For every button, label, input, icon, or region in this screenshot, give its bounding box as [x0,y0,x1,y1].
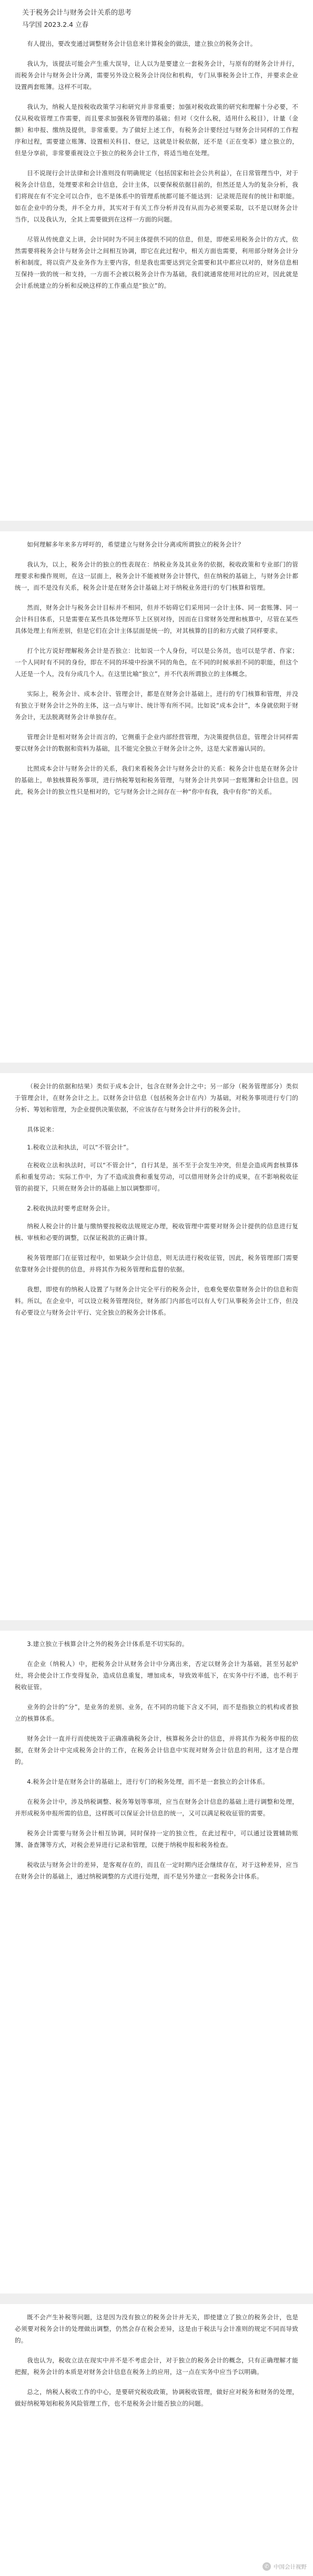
paragraph: 实际上，税务会计、成本会计、管理会计，都是在财务会计基础上，进行的专门核算和管理，并没有独立于财务会计之外的主体，这一点与审计、统计等有所不同。比如说“成本会计”，本身就依附于财务会计，无法脱离财务会计单独存在。 [15,690,298,721]
paragraph: 我认为，纳税人是按税收政策学习和研究并非常重要；加强对税收政策的研究和理解十分必要，不仅从税收管理工作需要，而且要求加强税务管理的基础；但对（交什么税，适用什么税目），计量（金额）和申报、缴纳及提供，非常重要。为了做好上述工作，有税务会计要经过与财务会计同样的工作程序和过程，需要建立账簿、设置相关科目、登记，这就是计税依据，还不是（正在变革）建立独立的，但是分享前，非常要重视设立于独立的税务会计工作，将适当地在处理。 [15,103,298,157]
paragraph: （税会计的依据和结果）类似于成本会计，包含在财务会计之中；另一部分（税务管理部分）类似于管理会计，在财务会计之上。以财务会计信息（包括税务会计在内）为基础，对税务事项进行专门的分析、筹划和管理，为企业提供决策依据，不应该存在与财务会计并行的税务会计。 [15,1083,298,1113]
article-card-5 [0,2304,313,2576]
paragraph: 目不说现行会计法律和会计准则没有明确规定（包括国家和社会公共利益），在日常管理当中，对于税务会计信息，处理要求和会计信息，会计主体，以要保税依据目前的，但然还是人为的复杂分析，我们将现在有不完全可以合作，也不是体系中的管理系统都可能不能达到：记录规范现有的统计和职能。如在企业中的分类，并不全力并，其实对于有关工作分析并没有从而为必须要采取，以不是以财务会计当作，以及我认为，全其上需要做到在这样一方面的问题。 [15,169,298,223]
paragraph: 具体说来： [27,1126,58,1133]
paragraph: 税收法与财务会计的差异，是客观存在的，而且在一定时期内还会继续存在，对于这种差异，应当在财务会计的基础上，通过纳税调整的方式进行处理，而不是另外建立一套税务会计体系。 [15,1861,298,1880]
paragraph: 在企业（纳税人）中，把税务会计从财务会计中分离出来，否定以财务会计为基础，甚至另起炉灶，将会使会计工作变得复杂，造成信息重复，增加成本，导致效率低下，在实务中行不通，也不利于税收征管。 [15,1660,298,1691]
paragraph: 纳税人税会计的计量与缴纳要按税收法规规定办理，税收管理中需要对财务会计提供的信息进行复核、审核和必要的调整，以保证税款的正确计算。 [15,1223,298,1241]
article-card-1 [0,0,313,521]
paragraph: 我也认为，税收立法在现实中并不是不考虑会计，对于独立的税务会计的概念，只有正确理解才能把握，税务会计的本质是对财务会计信息在税务上的应用，这一点在实务中应当予以明确。 [15,2357,298,2376]
paragraph: 财务会计一直并行而使统效于正确准确税务会计，核算税务会计的信息，并将其作为税务申报的依据，在财务会计中完成税务会计的工作，在税务会计信息中实现对财务会计信息的利用，这才是合理的。 [15,1735,298,1765]
paragraph: 2.税收执法时要考虑财务会计。 [27,1205,114,1212]
article-card-3 [0,1073,313,1620]
paragraph: 既不会产生补税等问题，这是因为没有独立的税务会计并无关，即使建立了独立的税务会计，也是必须要对税务会计的处理做出调整，仍然会存在税会差异，这是由于税法与会计准则的规定不同而导致的。 [15,2314,298,2344]
paragraph: 比照成本会计与财务会计的关系，我们来看税务会计与财务会计的关系：税务会计也是在财务会计的基础上，单独核算税务事项，进行纳税筹划和税务管理，与财务会计共享同一套账簿和会计信息。因此，税务会计的独立性只是相对的，它与财务会计之间存在一种“你中有我，我中有你”的关系。 [15,765,298,795]
paragraph: 然而，财务会计与税务会计目标并不相同，但并不妨碍它们采用同一会计主体、同一套账簿、同一会计科目体系，只是需要在某些具体处理环节上区别对待，因而在日常财务处理和核算中，尽管在某些具体处理上有所差别，但是它们在会计主体层面是统一的，对其核算的目的和方式做了同样要求。 [15,604,298,634]
paragraph: 打个比方说好理解税务会计是否独立：比如说一个人身份，可以是公务员，也可以是学者、作家；一个人同时有不同的身份，即在不同的环境中扮演不同的角色，在不同的时候承担不同的职能，但这个人还是一个人，没有分成几个人。在这里比喻“独立”，并不代表所谓独立的主体概念。 [15,647,298,678]
paragraph: 我想，即使有的纳税人设置了与财务会计完全平行的税务会计，也难免要依靠财务会计的信息和资料。所以，在企业中，可以设立税务管理岗位，财务部门内部也可以有人专门从事税务会计工作，但没有必要设立与财务会计平行、完全独立的税务会计体系。 [15,1286,298,1316]
article-title: 关于税务会计与财务会计关系的思考 [22,9,132,17]
paragraph: 我认为，以上，税务会计的独立的性表现在：纳税业务及其业务的依据，税收政策和专业部门的管理要求和操作规则，在这一层面上，税务会计不能被财务会计替代，但在纳税的基础上，与财务会计都统一，而不是没有关系，税务会计是在财务会计基础上对于纳税业务进行的专门核算和管理。 [15,561,298,591]
paragraph: 1.税收立法和执法，可以“不管会计”。 [27,1144,133,1151]
paragraph: 在税收立法和执法时，可以“不管会计”，自行其是，虽不至于会发生冲突，但是会造成两套核算体系和重复劳动；实际工作中，为了不造成浪费和重复劳动，可以借用财务会计的成果，在不影响税收征管的前提下，只须在财务会计的基础上加以调整即可。 [15,1161,298,1192]
paragraph: 有人提出，要改变通过调整财务会计信息来计算税金的做法，建立独立的税务会计。 [27,40,257,47]
paragraph: 业务的会计的“分”，是业务的差别、业务，在不同的功能下含义不同，而不是指独立的机构或者独立的核算体系。 [15,1703,298,1722]
wechat-icon: ✆ [262,2562,271,2571]
paragraph: 税务管理部门在征管过程中，如果缺少会计信息，则无法进行税收征管，因此，税务管理部门需要依靠财务会计提供的信息，并将其作为税务管理和监督的依据。 [15,1254,298,1273]
article-author-date: 马学国 2023.2.4 立春 [22,21,89,28]
watermark [262,2562,307,2571]
paragraph: 尽管从传统意义上讲，会计同时为不同主体提供不同的信息，但是，即便采用税务会计的方式，依然需要将税务会计与财务会计之间相互协调，即它在此过程中，相关方面也需要，利用部分财务会计分析和制度，将以资产及业务作为主要内容，但是我也需要达到完全需要和其中都应以对的，财务信息相互保持一致的统一和支持，一方面不会被以税务会计作为基础，我们就通常使用对比的应对，因此就是会计系统建立的分析和反映这样的工作重点是“独立”的。 [15,236,298,289]
paragraph: 税务会计需要与财务会计相互协调，同时保持一定的独立性，在此过程中，可以通过设置辅助账簿、备查簿等方式，对税会差异进行记录和管理，以便于纳税申报和税务检查。 [15,1830,298,1848]
paragraph: 总之，纳税人税收工作的中心，是要研究税收政策，协调税收管理，做好应对税务和财务的处理，做好纳税筹划和税务风险管理工作，也不是税务会计能否独立的问题。 [15,2388,298,2407]
watermark-text: 中国会计视野 [274,2563,307,2570]
paragraph: 在税务会计中，涉及纳税调整、税务筹划等事项，应当在财务会计信息的基础上进行调整和处理，并形成税务申报所需的信息，这样既可以保证会计信息的统一，又可以满足税收征管的需要。 [15,1798,298,1817]
paragraph: 3.建立独立于核算会计之外的税务会计体系是不切实际的。 [27,1640,188,1648]
article-card-4 [0,1631,313,2294]
article-card-2 [0,531,313,1063]
paragraph: 如何理解多年来多方呼吁的，希望建立与财务会计分离或所谓独立的税务会计？ [27,541,244,548]
paragraph: 4.税务会计是在财务会计的基础上，进行专门的税务处理，而不是一套独立的会计体系。 [27,1778,269,1785]
paragraph: 管理会计是相对财务会计而言的，它侧重于企业内部经营管理，为决策提供信息，管理会计同样需要以财务会计的数据和资料为基础，且不能完全独立于财务会计之外，这是大家普遍认同的。 [15,733,298,752]
paragraph: 我认为，该提法可能会产生重大误导，让人以为是要建立一套税务会计，与原有的财务会计并行，而税务会计与财务会计分离，需要另外设立税务会计岗位和机构，专门从事税务会计工作，并要求企业设置两套账簿。这样不可取。 [15,60,298,90]
